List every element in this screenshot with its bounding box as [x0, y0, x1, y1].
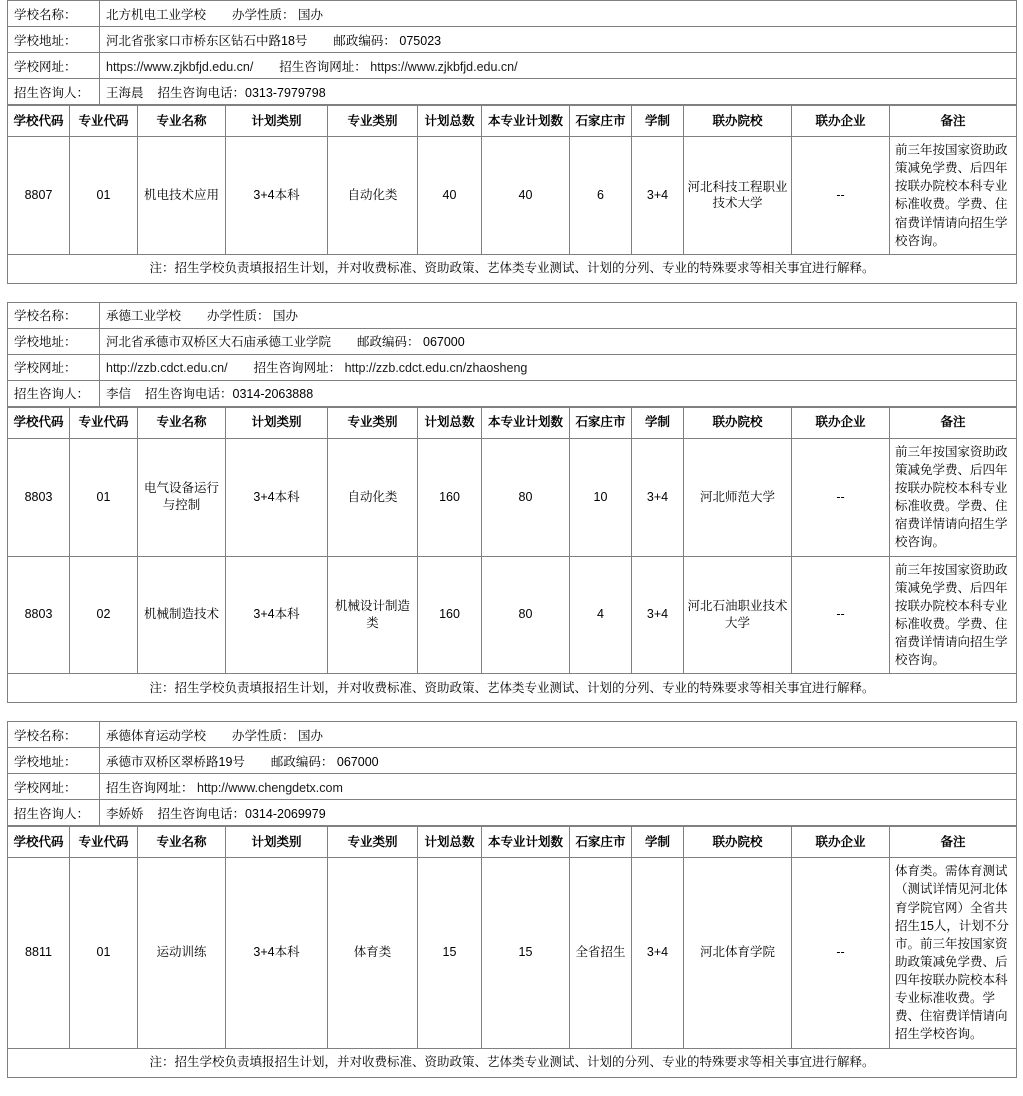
- website-value[interactable]: https://www.zjkbfjd.edu.cn/: [106, 59, 254, 74]
- major-category: 自动化类: [328, 137, 418, 255]
- table-note-row: [8, 674, 1017, 703]
- major-category: 体育类: [328, 858, 418, 1048]
- school-website-label-cell: [8, 53, 100, 79]
- contact-value-cell: [100, 79, 1017, 105]
- table-note-row: [8, 1048, 1017, 1077]
- school-website-row: [8, 354, 1017, 380]
- own-major-plan: 80: [482, 556, 570, 674]
- column-header: 学制: [632, 827, 684, 858]
- school-name-value: 承德体育运动学校: [106, 728, 207, 743]
- nature-value: 国办: [294, 7, 324, 22]
- column-header: 专业类别: [328, 106, 418, 137]
- contact-value: 李娇娇: [106, 806, 144, 821]
- column-header: 专业代码: [70, 827, 138, 858]
- major-code: 01: [70, 137, 138, 255]
- column-header: 本专业计划数: [482, 407, 570, 438]
- partner-college: 河北石油职业技术大学: [684, 556, 792, 674]
- total-plan: 160: [418, 438, 482, 556]
- column-header: 学制: [632, 106, 684, 137]
- own-major-plan: 40: [482, 137, 570, 255]
- school-address-label-cell: [8, 27, 100, 53]
- school-block: [0, 721, 1023, 1077]
- school-info-table: [7, 721, 1017, 826]
- school-name-label: 学校名称：: [14, 728, 77, 743]
- major-plan-table: [7, 826, 1017, 1077]
- school-name-row: [8, 1, 1017, 27]
- contact-label-cell: [8, 380, 100, 406]
- postcode-value: 067000: [419, 335, 465, 350]
- phone-value: 0314-2063888: [232, 387, 314, 402]
- table-note-text: 注：招生学校负责填报招生计划，并对收费标准、资助政策、艺体类专业测试、计划的分列、专业的特殊要求等相关事宜进行解释。: [149, 680, 875, 695]
- column-header: 联办企业: [792, 106, 890, 137]
- phone-label: 招生咨询电话：: [145, 387, 233, 402]
- own-major-plan: 80: [482, 438, 570, 556]
- column-header: 计划总数: [418, 106, 482, 137]
- table-note-row: [8, 254, 1017, 283]
- school-website-row: [8, 53, 1017, 79]
- nature-value: 国办: [269, 309, 299, 324]
- partner-firm: --: [792, 438, 890, 556]
- school-website-label: 学校网址：: [14, 59, 77, 74]
- school-name-label-cell: [8, 722, 100, 748]
- contact-label: 招生咨询人：: [14, 387, 90, 402]
- column-header: 联办院校: [684, 407, 792, 438]
- consult-site-value[interactable]: http://www.chengdetx.com: [193, 780, 343, 795]
- school-years: 3+4: [632, 137, 684, 255]
- column-header: 专业名称: [138, 106, 226, 137]
- table-note-text: 注：招生学校负责填报招生计划，并对收费标准、资助政策、艺体类专业测试、计划的分列、专业的特殊要求等相关事宜进行解释。: [149, 1055, 875, 1070]
- table-row: [8, 137, 1017, 255]
- school-website-value-cell: [100, 354, 1017, 380]
- nature-value: 国办: [294, 728, 324, 743]
- column-header: 本专业计划数: [482, 106, 570, 137]
- school-address-value: 河北省承德市双桥区大石庙承德工业学院: [106, 335, 332, 350]
- shijiazhuang-plan: 6: [570, 137, 632, 255]
- column-header: 学校代码: [8, 827, 70, 858]
- column-header: 石家庄市: [570, 827, 632, 858]
- consult-site-label: 招生咨询网址：: [106, 780, 194, 795]
- plan-type: 3+4本科: [226, 137, 328, 255]
- column-header: 专业类别: [328, 407, 418, 438]
- column-header: 专业名称: [138, 407, 226, 438]
- nature-label: 办学性质：: [232, 7, 295, 22]
- school-name-value-cell: [100, 722, 1017, 748]
- column-header: 计划类别: [226, 106, 328, 137]
- table-header-row: [8, 827, 1017, 858]
- school-address-value-cell: [100, 328, 1017, 354]
- nature-label: 办学性质：: [207, 309, 270, 324]
- consult-site-value[interactable]: https://www.zjkbfjd.edu.cn/: [366, 59, 518, 74]
- remark: 体育类。需体育测试（测试详情见河北体育学院官网）全省共招生15人，计划不分市。前三年按国家资助政策减免学费、后四年按联办院校本科专业标准收费。学费、住宿费详情请向招生学校咨询。: [890, 858, 1017, 1048]
- shijiazhuang-plan: 4: [570, 556, 632, 674]
- table-note: [8, 674, 1017, 703]
- column-header: 备注: [890, 407, 1017, 438]
- contact-label: 招生咨询人：: [14, 85, 90, 100]
- contact-value: 李信: [106, 387, 132, 402]
- contact-value: 王海晨: [106, 85, 144, 100]
- partner-firm: --: [792, 858, 890, 1048]
- remark: 前三年按国家资助政策减免学费、后四年按联办院校本科专业标准收费。学费、住宿费详情请向招生学校咨询。: [890, 438, 1017, 556]
- total-plan: 160: [418, 556, 482, 674]
- school-years: 3+4: [632, 556, 684, 674]
- school-name-row: [8, 722, 1017, 748]
- column-header: 专业名称: [138, 827, 226, 858]
- own-major-plan: 15: [482, 858, 570, 1048]
- school-address-label-cell: [8, 328, 100, 354]
- major-name: 机械制造技术: [138, 556, 226, 674]
- school-website-label-cell: [8, 774, 100, 800]
- postcode-value: 067000: [333, 754, 379, 769]
- major-code: 01: [70, 438, 138, 556]
- major-plan-table: [7, 407, 1017, 704]
- school-website-label: 学校网址：: [14, 780, 77, 795]
- major-name: 机电技术应用: [138, 137, 226, 255]
- column-header: 石家庄市: [570, 407, 632, 438]
- remark: 前三年按国家资助政策减免学费、后四年按联办院校本科专业标准收费。学费、住宿费详情请向招生学校咨询。: [890, 556, 1017, 674]
- partner-firm: --: [792, 556, 890, 674]
- column-header: 联办院校: [684, 106, 792, 137]
- phone-label: 招生咨询电话：: [157, 85, 246, 100]
- phone-label: 招生咨询电话：: [157, 806, 246, 821]
- school-website-value-cell: [100, 53, 1017, 79]
- contact-value-cell: [100, 380, 1017, 406]
- contact-label-cell: [8, 79, 100, 105]
- phone-value: 0313-7979798: [245, 85, 326, 100]
- column-header: 学校代码: [8, 407, 70, 438]
- column-header: 学制: [632, 407, 684, 438]
- school-address-label-cell: [8, 748, 100, 774]
- partner-college: 河北科技工程职业技术大学: [684, 137, 792, 255]
- table-row: [8, 438, 1017, 556]
- column-header: 学校代码: [8, 106, 70, 137]
- table-row: [8, 556, 1017, 674]
- major-name: 电气设备运行与控制: [138, 438, 226, 556]
- school-name-label: 学校名称：: [14, 309, 77, 324]
- consult-site-label: 招生咨询网址：: [279, 59, 367, 74]
- postcode-value: 075023: [395, 33, 442, 48]
- school-website-label: 学校网址：: [14, 361, 77, 376]
- major-name: 运动训练: [138, 858, 226, 1048]
- remark: 前三年按国家资助政策减免学费、后四年按联办院校本科专业标准收费。学费、住宿费详情请向招生学校咨询。: [890, 137, 1017, 255]
- table-row: [8, 858, 1017, 1048]
- contact-label-cell: [8, 800, 100, 826]
- plan-type: 3+4本科: [226, 858, 328, 1048]
- school-name-row: [8, 302, 1017, 328]
- contact-label: 招生咨询人：: [14, 806, 90, 821]
- school-address-value-cell: [100, 748, 1017, 774]
- nature-label: 办学性质：: [232, 728, 295, 743]
- consult-site-value[interactable]: http://zzb.cdct.edu.cn/zhaosheng: [341, 361, 528, 376]
- school-code: 8807: [8, 137, 70, 255]
- shijiazhuang-plan: 10: [570, 438, 632, 556]
- total-plan: 40: [418, 137, 482, 255]
- column-header: 备注: [890, 106, 1017, 137]
- major-category: 机械设计制造类: [328, 556, 418, 674]
- school-address-row: [8, 748, 1017, 774]
- plan-type: 3+4本科: [226, 438, 328, 556]
- school-address-value: 承德市双桥区翠桥路19号: [106, 754, 245, 769]
- column-header: 计划总数: [418, 827, 482, 858]
- school-address-value-cell: [100, 27, 1017, 53]
- school-info-table: [7, 0, 1017, 105]
- column-header: 专业代码: [70, 407, 138, 438]
- table-note-text: 注：招生学校负责填报招生计划，并对收费标准、资助政策、艺体类专业测试、计划的分列、专业的特殊要求等相关事宜进行解释。: [149, 261, 875, 276]
- school-address-value: 河北省张家口市桥东区钻石中路18号: [106, 33, 308, 48]
- major-code: 02: [70, 556, 138, 674]
- column-header: 石家庄市: [570, 106, 632, 137]
- school-address-label: 学校地址：: [14, 754, 77, 769]
- website-value[interactable]: http://zzb.cdct.edu.cn/: [106, 361, 228, 376]
- school-address-label: 学校地址：: [14, 335, 77, 350]
- school-contact-row: [8, 79, 1017, 105]
- column-header: 计划类别: [226, 407, 328, 438]
- school-address-label: 学校地址：: [14, 33, 77, 48]
- school-name-label-cell: [8, 302, 100, 328]
- column-header: 专业类别: [328, 827, 418, 858]
- column-header: 备注: [890, 827, 1017, 858]
- postcode-label: 邮政编码：: [333, 33, 396, 48]
- column-header: 联办企业: [792, 407, 890, 438]
- column-header: 专业代码: [70, 106, 138, 137]
- school-code: 8811: [8, 858, 70, 1048]
- partner-firm: --: [792, 137, 890, 255]
- postcode-label: 邮政编码：: [357, 335, 420, 350]
- total-plan: 15: [418, 858, 482, 1048]
- column-header: 本专业计划数: [482, 827, 570, 858]
- school-code: 8803: [8, 556, 70, 674]
- school-website-value-cell: [100, 774, 1017, 800]
- table-note: [8, 1048, 1017, 1077]
- phone-value: 0314-2069979: [245, 806, 326, 821]
- school-block: [0, 0, 1023, 284]
- school-name-value-cell: [100, 1, 1017, 27]
- school-contact-row: [8, 380, 1017, 406]
- school-name-value-cell: [100, 302, 1017, 328]
- school-info-table: [7, 302, 1017, 407]
- school-name-value: 北方机电工业学校: [106, 7, 207, 22]
- school-contact-row: [8, 800, 1017, 826]
- contact-value-cell: [100, 800, 1017, 826]
- table-note: [8, 254, 1017, 283]
- postcode-label: 邮政编码：: [270, 754, 334, 769]
- table-header-row: [8, 106, 1017, 137]
- consult-site-label: 招生咨询网址：: [253, 361, 342, 376]
- major-category: 自动化类: [328, 438, 418, 556]
- major-code: 01: [70, 858, 138, 1048]
- school-address-row: [8, 27, 1017, 53]
- column-header: 计划总数: [418, 407, 482, 438]
- column-header: 联办企业: [792, 827, 890, 858]
- plan-type: 3+4本科: [226, 556, 328, 674]
- school-code: 8803: [8, 438, 70, 556]
- school-website-label-cell: [8, 354, 100, 380]
- school-years: 3+4: [632, 858, 684, 1048]
- school-block: [0, 302, 1023, 704]
- shijiazhuang-plan: 全省招生: [570, 858, 632, 1048]
- school-name-label: 学校名称：: [14, 7, 77, 22]
- major-plan-table: [7, 105, 1017, 284]
- school-years: 3+4: [632, 438, 684, 556]
- partner-college: 河北师范大学: [684, 438, 792, 556]
- column-header: 联办院校: [684, 827, 792, 858]
- school-address-row: [8, 328, 1017, 354]
- partner-college: 河北体育学院: [684, 858, 792, 1048]
- school-name-value: 承德工业学校: [106, 309, 182, 324]
- school-name-label-cell: [8, 1, 100, 27]
- column-header: 计划类别: [226, 827, 328, 858]
- table-header-row: [8, 407, 1017, 438]
- school-website-row: [8, 774, 1017, 800]
